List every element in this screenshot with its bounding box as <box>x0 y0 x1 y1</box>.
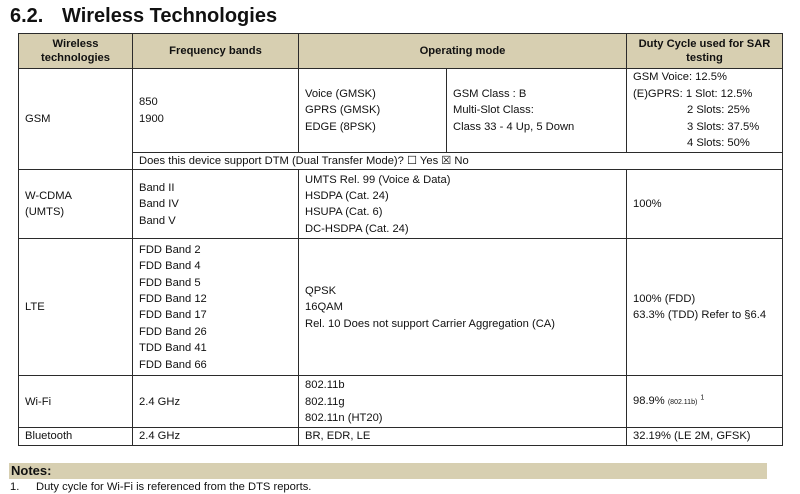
section-heading <box>10 2 790 30</box>
header-mode: Operating mode <box>299 34 627 69</box>
wifi-duty-mode: (802.11b) <box>667 398 698 406</box>
note-number: 1. <box>10 481 20 493</box>
header-tech: Wireless technologies <box>19 34 133 69</box>
bluetooth-name: Bluetooth <box>19 428 133 445</box>
wireless-technologies-table <box>18 33 783 446</box>
table-row-lte <box>19 239 783 376</box>
wcdma-name: W-CDMA (UMTS) <box>19 170 133 239</box>
section-title: Wireless Technologies <box>62 5 278 27</box>
gsm-name: GSM <box>19 69 133 170</box>
gsm-bands: 850 1900 <box>133 69 299 153</box>
header-duty: Duty Cycle used for SAR testing <box>627 34 783 69</box>
gsm-classes: GSM Class : B Multi-Slot Class: Class 33 - 4 Up, 5 Down <box>447 69 627 153</box>
table-row-gsm <box>19 69 783 153</box>
lte-modes: QPSK 16QAM Rel. 10 Does not support Carrier Aggregation (CA) <box>299 239 627 376</box>
table-row-wcdma <box>19 170 783 239</box>
note-item <box>10 480 311 494</box>
notes-heading: Notes: <box>9 463 767 479</box>
wifi-duty: 98.9% (802.11b) $^1$ <box>627 376 783 428</box>
lte-name: LTE <box>19 239 133 376</box>
wifi-duty-footnote-ref: 1 <box>700 393 705 401</box>
section-number: 6.2. <box>10 5 44 27</box>
table-row-wifi <box>19 376 783 428</box>
wcdma-duty: 100% <box>627 170 783 239</box>
header-row <box>19 34 783 69</box>
wifi-name: Wi-Fi <box>19 376 133 428</box>
table-row-bluetooth <box>19 428 783 445</box>
gsm-duty: GSM Voice: 12.5% (E)GPRS: 1 Slot: 12.5% 2 Slots: 25% 3 Slots: 37.5% 4 Slots: 50% <box>627 69 783 153</box>
bluetooth-duty: 32.19% (LE 2M, GFSK) <box>627 428 783 445</box>
bluetooth-modes: BR, EDR, LE <box>299 428 627 445</box>
wcdma-bands: Band II Band IV Band V <box>133 170 299 239</box>
gsm-modes: Voice (GMSK) GPRS (GMSK) EDGE (8PSK) <box>299 69 447 153</box>
note-text: Duty cycle for Wi-Fi is referenced from the DTS reports. <box>36 481 312 493</box>
wcdma-modes: UMTS Rel. 99 (Voice & Data) HSDPA (Cat. 24) HSUPA (Cat. 6) DC-HSDPA (Cat. 24) <box>299 170 627 239</box>
header-bands: Frequency bands <box>133 34 299 69</box>
lte-duty: 100% (FDD) 63.3% (TDD) Refer to §6.4 <box>627 239 783 376</box>
lte-bands: FDD Band 2 FDD Band 4 FDD Band 5 FDD Band 12 FDD Band 17 FDD Band 26 TDD Band 41 FDD Band 66 <box>133 239 299 376</box>
bluetooth-bands: 2.4 GHz <box>133 428 299 445</box>
dtm-question: Does this device support DTM (Dual Transfer Mode)? ☐ Yes ☒ No <box>133 153 783 170</box>
wifi-bands: 2.4 GHz <box>133 376 299 428</box>
wifi-modes: 802.11b 802.11g 802.11n (HT20) <box>299 376 627 428</box>
table-row-dtm <box>19 153 783 170</box>
